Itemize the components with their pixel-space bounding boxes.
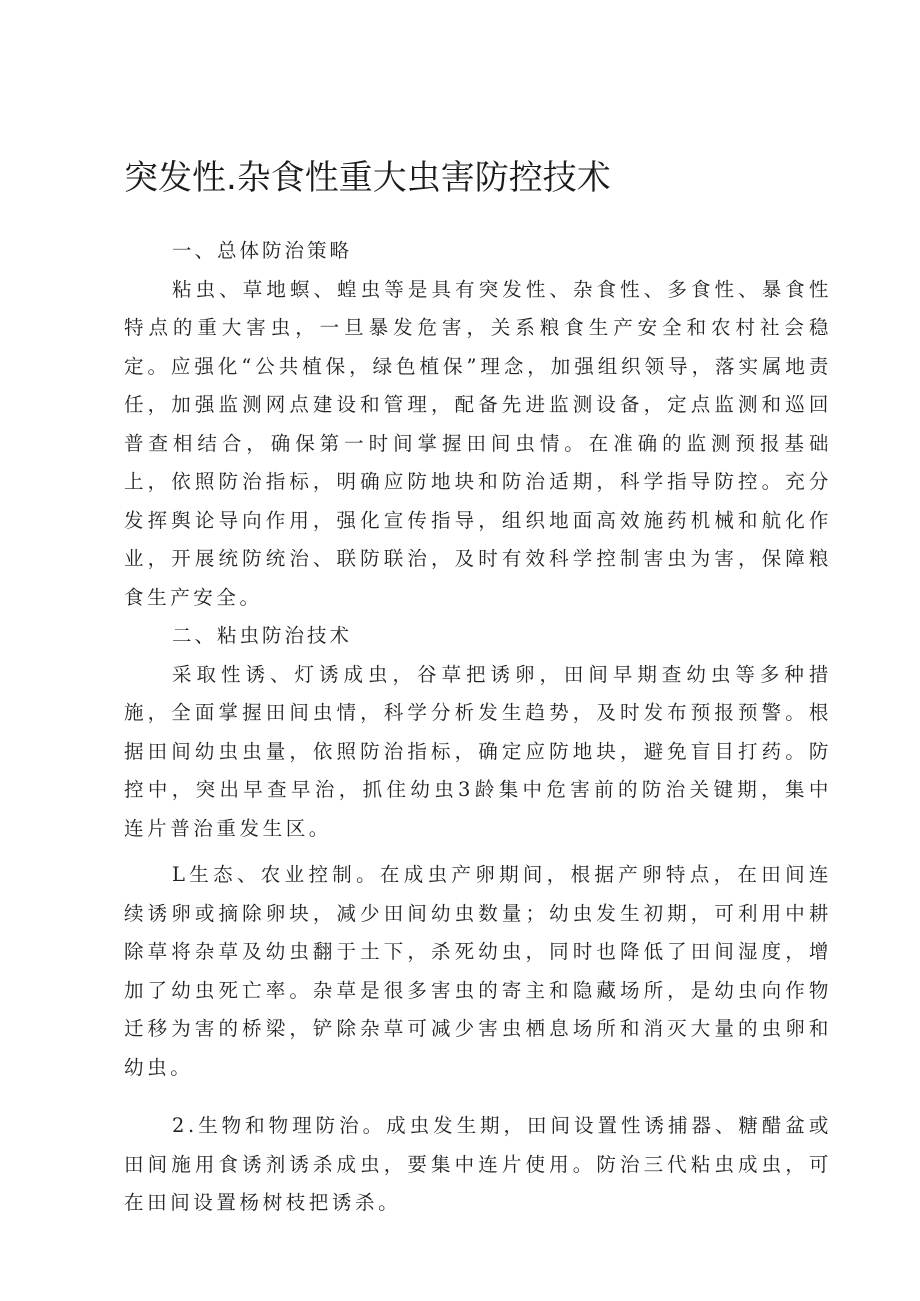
paragraph-ecological-control: L生态、农业控制。在成虫产卵期间，根据产卵特点，在田间连续诱卵或摘除卵块，减少田间幼虫数量；幼虫发生初期，可利用中耕除草将杂草及幼虫翻于土下，杀死幼虫，同时也降低了田间湿度，增加了幼虫死亡率。杂草是很多害虫的寄主和隐藏场所，是幼虫向作物迁移为害的桥梁，铲除杂草可减少害虫栖息场所和消灭大量的虫卵和幼虫。 [124, 863, 832, 1079]
section-heading-armyworm: 二、粘虫防治技术 [172, 624, 353, 647]
section-heading-strategy: 一、总体防治策略 [172, 239, 353, 262]
paragraph-strategy: 粘虫、草地螟、蝗虫等是具有突发性、杂食性、多食性、暴食性特点的重大害虫，一旦暴发危害，关系粮食生产安全和农村社会稳定。应强化“公共植保，绿色植保”理念，加强组织领导，落实属地责任，加强监测网点建设和管理，配备先进监测设备，定点监测和巡回普查相结合，确保第一时间掌握田间虫情。在准确的监测预报基础上，依照防治指标，明确应防地块和防治适期，科学指导防控。充分发挥舆论导向作用，强化宣传指导，组织地面高效施药机械和航化作业，开展统防统治、联防联治，及时有效科学控制害虫为害，保障粮食生产安全。 [124, 277, 832, 609]
page-title: 突发性.杂食性重大虫害防控技术 [124, 158, 611, 198]
document-body [124, 232, 832, 1223]
paragraph-biological-physical-control: 2.生物和物理防治。成虫发生期，田间设置性诱捕器、糖醋盆或田间施用食诱剂诱杀成虫，要集中连片使用。防治三代粘虫成虫，可在田间设置杨树枝把诱杀。 [124, 1114, 832, 1214]
paragraph-armyworm-overview: 采取性诱、灯诱成虫，谷草把诱卵，田间早期查幼虫等多种措施，全面掌握田间虫情，科学分析发生趋势，及时发布预报预警。根据田间幼虫虫量，依照防治指标，确定应防地块，避免盲目打药。防控中，突出早查早治，抓住幼虫3龄集中危害前的防治关键期，集中连片普治重发生区。 [124, 662, 832, 840]
